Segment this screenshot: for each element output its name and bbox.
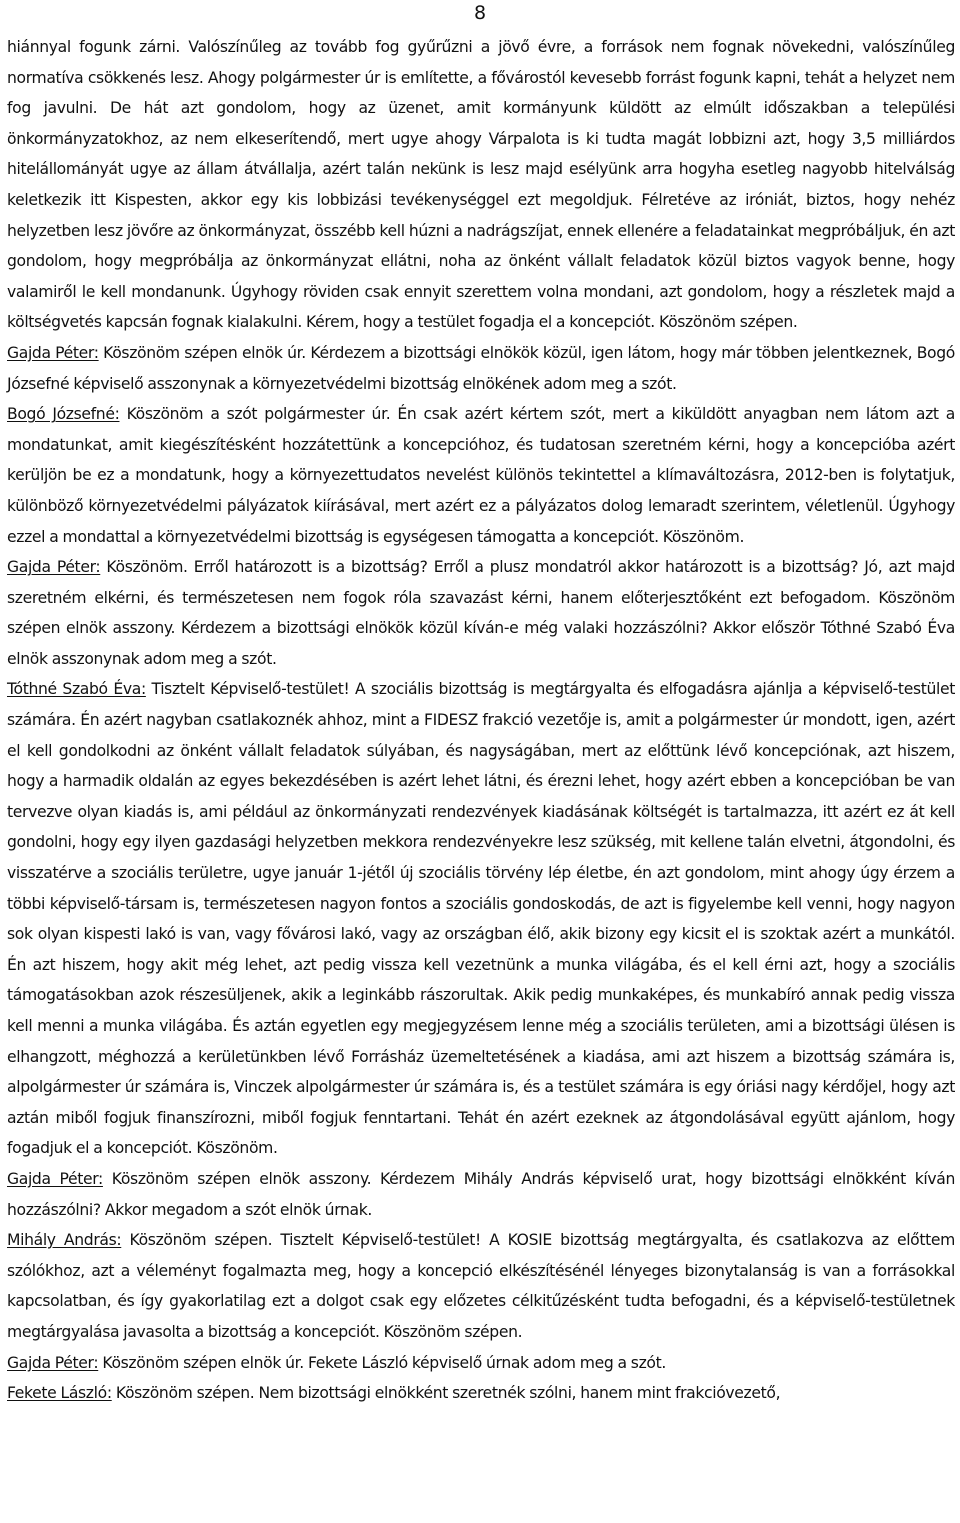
speaker-name: Gajda Péter: xyxy=(7,1353,99,1372)
paragraph xyxy=(7,674,955,1164)
paragraph-text: Köszönöm szépen elnök úr. Kérdezem a bizottsági elnökök közül, igen látom, hogy már többen jelentkeznek, Bogó Józsefné képviselő asszonynak a környezetvédelmi bizottság elnökének adom meg a szót. xyxy=(7,343,955,393)
speaker-name: Mihály András: xyxy=(7,1231,122,1250)
paragraph-text: Köszönöm. Erről határozott is a bizottság? Erről a plusz mondatról akkor határozott is a bizottság? Jó, azt majd szeretném elkérni, és természetesen nem fogok róla szavazást kérni, hanem előterjesztőként ezt befogadom. Köszönöm szépen elnök asszony. Kérdezem a bizottsági elnökök közül kíván-e még valaki hozzászólni? Akkor először Tóthné Szabó Éva elnök asszonynak adom meg a szót. xyxy=(7,558,955,668)
paragraph-text: hiánnyal fogunk zárni. Valószínűleg az tovább fog gyűrűzni a jövő évre, a források nem fognak növekedni, valószínűleg normatíva csökkenés lesz. Ahogy polgármester úr is említette, a fővárostól kevesebb forrást fogunk kapni, tehát a helyzet nem fog javulni. De hát azt gondolom, hogy az üzenet, amit kormányunk küldött az elmúlt időszakban a települési önkormányzatokhoz, az nem elkeserítendő, mert ugye ahogy Várpalota is ki tudta magát lobbizni azt, hogy 3,5 milliárdos hitelállományát ugye az állam átvállalja, azért talán nekünk is lesz majd esélyünk arra hogyha esetleg nagyobb hitelválság keletkezik itt Kispesten, akkor egy kis lobbizási tevékenységgel ezt megoldjuk. Félretéve az iróniát, biztos, hogy nehéz helyzetben lesz jövőre az önkormányzat, összébb kell húzni a nadrágszíjat, ennek ellenére a feladatainkat megpróbáljuk, én azt gondolom, hogy megpróbálja az önkormányzat ellátni, noha az önként vállalt feladatok közül biztos vagyok benne, hogy valamiről le kell mondanunk. Úgyhogy röviden csak ennyit szerettem volna mondani, azt gondolom, hogy a részletek majd a költségvetés kapcsán fognak kialakulni. Kérem, hogy a testület fogadja el a koncepciót. Köszönöm szépen. xyxy=(7,38,955,332)
paragraph xyxy=(7,552,955,674)
speaker-name: Tóthné Szabó Éva: xyxy=(7,680,146,699)
paragraph-text: Köszönöm szépen. Tisztelt Képviselő-testület! A KOSIE bizottság megtárgyalta, és csatlakozva az előttem szólókhoz, azt a véleményt fogalmazta meg, hogy a koncepció elkészítésénél lényeges bizonytalanság is van a forrásokkal kapcsolatban, és így gyakorlatilag ezt a dolgot csak egy előzetes célkitűzésként tudta befogadni, és a képviselő-testületnek megtárgyalása javasolta a bizottság a koncepciót. Köszönöm szépen. xyxy=(7,1231,955,1341)
paragraph xyxy=(7,32,955,338)
paragraph-text: Köszönöm a szót polgármester úr. Én csak azért kértem szót, mert a kiküldött anyagban nem látom azt a mondatunkat, amit kiegészítésként hozzátettünk a koncepcióhoz, és tudatosan szeretném kérni, hogy a koncepcióba azért kerüljön be ez a mondatunk, hogy a környezettudatos nevelést különös tekintettel a klímaváltozásra, 2012-ben is folytatjuk, különböző környezetvédelmi pályázatok kiírásával, mert azért ez a pályázatos dolog lemaradt szerintem, véletlenül. Úgyhogy ezzel a mondattal a környezetvédelmi bizottság is egységesen támogatta a koncepciót. Köszönöm. xyxy=(7,405,955,546)
transcript-body xyxy=(7,32,955,1409)
paragraph xyxy=(7,1225,955,1347)
paragraph xyxy=(7,399,955,552)
paragraph xyxy=(7,1378,955,1409)
speaker-name: Gajda Péter: xyxy=(7,1169,103,1188)
speaker-name: Fekete László: xyxy=(7,1384,112,1403)
page-number: 8 xyxy=(473,2,487,24)
speaker-name: Bogó Józsefné: xyxy=(7,405,120,424)
paragraph xyxy=(7,1164,955,1225)
speaker-name: Gajda Péter: xyxy=(7,343,99,362)
paragraph xyxy=(7,338,955,399)
paragraph xyxy=(7,1348,955,1379)
speaker-name: Gajda Péter: xyxy=(7,558,101,577)
paragraph-text: Köszönöm szépen elnök asszony. Kérdezem Mihály András képviselő urat, hogy bizottsági elnökként kíván hozzászólni? Akkor megadom a szót elnök úrnak. xyxy=(7,1169,955,1219)
paragraph-text: Köszönöm szépen elnök úr. Fekete László képviselő úrnak adom meg a szót. xyxy=(98,1353,666,1372)
paragraph-text: Tisztelt Képviselő-testület! A szociális bizottság is megtárgyalta és elfogadásra ajánlja a képviselő-testület számára. Én azért nagyban csatlakoznék ahhoz, mint a FIDESZ frakció vezetője is, amit a polgármester úr mondott, igen, azért el kell gondolkodni az önként vállalt feladatok súlyában, és nagyságában, mert az előttünk lévő koncepciónak, azt hiszem, hogy a harmadik oldalán az egyes bekezdésében is azért lehet látni, és érezni lehet, hogy azért ebben a koncepcióban be van tervezve olyan kiadás is, ami például az önkormányzati rendezvények kiadásának költségét is tartalmazza, itt azért ez át kell gondolni, hogy egy ilyen gazdasági helyzetben mekkora rendezvényekre lesz szükség, mit kellene talán elvetni, átgondolni, és visszatérve a szociális területre, ugye január 1-jétől új szociális törvény lép életbe, én azt gondolom, mint ahogy úgy érzem a többi képviselő-társam is, természetesen nagyon fontos a szociális gondoskodás, de azt is figyelembe kell venni, hogy nagyon sok olyan kispesti lakó is van, vagy fővárosi lakó, vagy az országban élő, akik bizony egy kicsit el is szoktak azért a munkától. Én azt hiszem, hogy akit még lehet, azt pedig vissza kell vezetnünk a munka világába, és el kell érni azt, hogy a szociális támogatásokban azok részesüljenek, akik a leginkább rászorultak. Akik pedig munkaképes, és munkabíró annak pedig vissza kell menni a munka világába. És aztán egyetlen egy megjegyzésem lenne még a szociális területen, ami a bizottsági ülésen is elhangzott, méghozzá a kerületünkben lévő Forrásház üzemeltetésének a kiadása, ami azt hiszem a bizottság számára is, alpolgármester úr számára is, Vinczek alpolgármester úr számára is, és a testület számára is egy óriási nagy kérdőjel, hogy azt aztán miből fogjuk finanszírozni, miből fogjuk fenntartani. Tehát én azért ezeknek az átgondolásával együtt ajánlom, hogy fogadjuk el a koncepciót. Köszönöm. xyxy=(7,680,955,1158)
paragraph-text: Köszönöm szépen. Nem bizottsági elnökként szeretnék szólni, hanem mint frakcióvezető, xyxy=(111,1384,781,1403)
